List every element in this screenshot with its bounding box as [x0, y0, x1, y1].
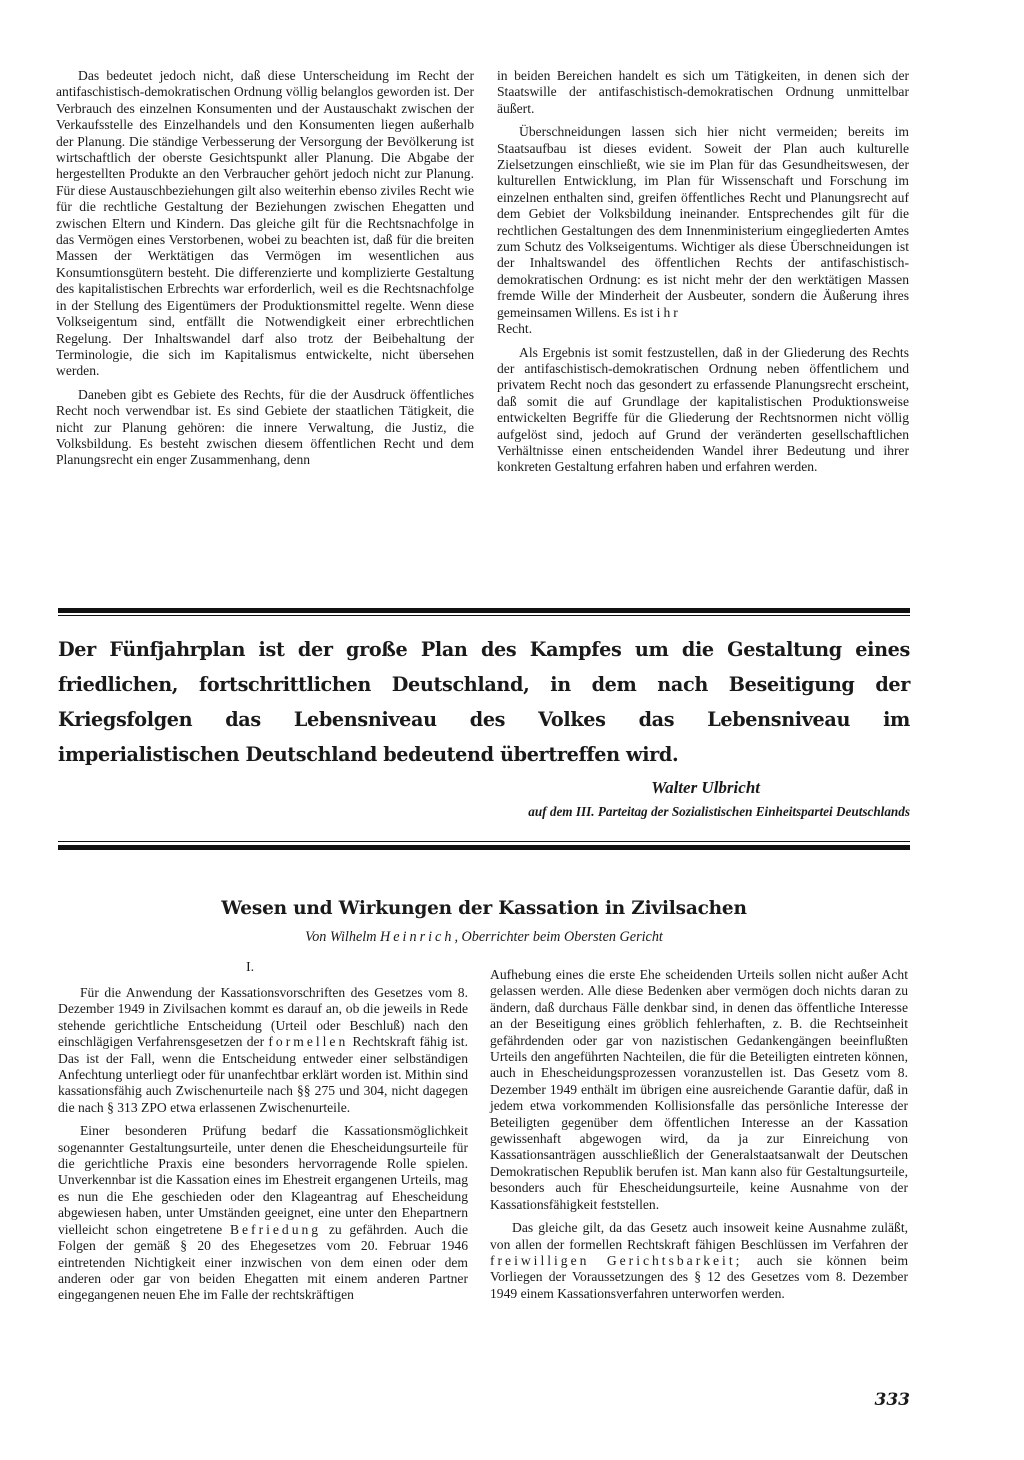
bottom-right-column — [490, 967, 908, 1309]
paragraph: in beiden Bereichen handelt es sich um Tätigkeiten, in denen sich der Staatswille der antifaschistisch-demokratischen Ordnung unmittelbar äußert. — [497, 68, 909, 116]
quote-block — [58, 632, 910, 820]
paragraph-text: Einer besonderen Prüfung bedarf die Kassationsmöglichkeit sogenannter Gestaltungsurteile, unter denen die Ehescheidungsurteile für die gerichtliche Praxis eine besonders hervorragende Rolle spielen. Unverkennbar ist die Kassation eines im Ehestreit ergangenen Urteils, mag es nun die Ehe geschieden oder den Klageantrag auf Ehescheidung abgewiesen haben, unter Umständen geeignet, eine unter den Ehepartnern vielleicht schon eingetretene — [58, 1123, 468, 1237]
divider-rule — [58, 608, 910, 613]
spaced-word: freiwilligen Gerichtsbarkeit; — [490, 1252, 743, 1268]
top-right-column — [497, 68, 909, 483]
paragraph-text: Rechtskraft fähig ist. Das ist der Fall, wenn die Entscheidung entweder einer selbständigen Anfechtung unterliegt oder für unanfechtbar erklärt worden ist. Mithin sind kassationsfähig auch Zwischenurteile nach §§ 275 und 304, nicht dagegen die nach § 313 ZPO etwa erlassenen Zwischenurteile. — [58, 1034, 468, 1115]
divider-rule — [58, 845, 910, 850]
paragraph — [497, 124, 909, 337]
paragraph: Aufhebung eines die erste Ehe scheidenden Urteils sollen nicht außer Acht gelassen werden. Alle diese Bedenken aber vermögen doch nichts daran zu ändern, daß durchaus Fälle denkbar sind, in denen das öffentliche Interesse an der Beseitigung eines gröblich fehlerhaften, z. B. die Rechtseinheit gefährdenden oder gar von nazistischen Gedankengängen beeinflußten Urteils den angeführten Nachteilen, die für die Beteiligten eintreten können, auch in Ehescheidungsprozessen voranzustellen ist. Das Gesetz vom 8. Dezember 1949 enthält im übrigen eine ausreichende Garantie dafür, daß in jedem etwa vorkommenden Kollisionsfalle das persönliche Interesse der Beteiligten gegenüber dem öffentlichen Interesse an der Kassation gewissenhaft abgewogen wird, da ja zur Einreichung von Kassationsanträgen ausschließlich der Generalstaatsanwalt der Deutschen Demokratischen Republik berufen ist. Man kann also für Gestaltungsurteile, besonders auch für Ehescheidungsurteile, keine Ausnahme von der Kassationsfähigkeit feststellen. — [490, 967, 908, 1212]
byline-suffix: , Oberrichter beim Obersten Gericht — [454, 929, 663, 945]
paragraph: Als Ergebnis ist somit festzustellen, daß in der Gliederung des Rechts der antifaschistisch-demokratischen Ordnung neben öffentlichem und privatem Recht noch das gesondert zu erfassende Planungsrecht erscheint, daß somit die auf Grundlage der kapitalistischen Produktionsweise entwickelten Begriffe für die Gliederung der Rechtsnormen nicht völlig aufgelöst sind, jedoch auf Grund der veränderten gesellschaftlichen Verhältnisse einen entscheidenden Wandel ihrer Bedeutung und ihrer konkreten Gestaltung erfahren haben und erfahren werden. — [497, 344, 909, 475]
page-number: 333 — [874, 1390, 910, 1410]
byline-prefix: Von Wilhelm — [305, 929, 377, 945]
quote-author: Walter Ulbricht — [651, 778, 760, 797]
paragraph-text: Überschneidungen lassen sich hier nicht vermeiden; bereits im Staatsaufbau ist dieses evident. Soweit der Plan auch kulturelle Zielsetzungen einschließt, wie sie im Plan für das Gesundheitswesen, der kulturellen Entwicklung, im Plan für Wissenschaft und Forschung im einzelnen enthalten sind, greifen öffentliches Recht und Planungsrecht auf dem Gebiet der Volksbildung ineinander. Entsprechendes gilt für die rechtlichen Gestaltungen des dem Innenministerium eingegliederten Amtes zum Schutz des Volkseigentums. Wichtiger als diese Überschneidungen ist der Inhaltswandel des öffentlichen Rechts der antifaschistisch-demokratischen Ordnung: es ist nicht mehr der den werktätigen Massen fremde Wille der Minderheit der Ausbeuter, sondern die Äußerung ihres gemeinsamen Willens. Es ist — [497, 124, 909, 320]
spaced-word: formellen — [268, 1034, 349, 1050]
paragraph-end: Recht. — [497, 321, 533, 337]
quote-text: Der Fünfjahrplan ist der große Plan des Kampfes um die Gestaltung eines friedlichen, fortschrittlichen Deutschland, in dem nach Beseitigung der Kriegsfolgen das Lebensniveau des Volkes das Lebensniveau im imperialistischen Deutschland bedeutend übertreffen wird. — [58, 638, 910, 766]
divider-rule — [58, 615, 910, 616]
article-title: Wesen und Wirkungen der Kassation in Zivilsachen — [221, 898, 747, 919]
paragraph — [58, 1123, 468, 1303]
paragraph — [490, 1220, 908, 1302]
section-number: I. — [246, 960, 255, 975]
top-left-column — [56, 68, 474, 476]
paragraph: Daneben gibt es Gebiete des Rechts, für die der Ausdruck öffentliches Recht noch verwendbar ist. Es sind Gebiete der staatlichen Tätigkeit, die nicht zur Planung gehören: die innere Verwaltung, die Justiz, die Volksbildung. Es besteht zwischen diesem öffentlichen Recht und dem Planungsrecht ein enger Zusammenhang, denn — [56, 386, 474, 468]
paragraph-text: zu gefährden. Auch die Folgen der gemäß § 20 des Ehegesetzes vom 20. Februar 1946 eintretenden Nichtigkeit einer inzwischen von dem einen oder dem anderen oder gar von beiden Ehegatten mit einem anderen Partner eingegangenen neuen Ehe im Falle der rechtskräftigen — [58, 1221, 468, 1303]
spaced-word: Befriedung — [229, 1221, 322, 1237]
paragraph: Das bedeutet jedoch nicht, daß diese Unterscheidung im Recht der antifaschistisch-demokratischen Ordnung völlig belanglos geworden ist. Der Verbrauch des einzelnen Konsumenten und der Austauschakt zwischen der Verkaufsstelle des Einzelhandels und den Konsumenten liegen außerhalb der Planung. Die ständige Verbesserung der Versorgung der Bevölkerung ist wirtschaftlich der oberste Gesichtspunkt aller Planung. Die Abgabe der hergestellten Produkte an den Verbraucher gehört jedoch nicht zur Planung. Für diese Austauschbeziehungen gilt also weiterhin ebenso ziviles Recht wie für die rechtliche Gestaltung der Beziehungen zwischen Ehegatten und zwischen Eltern und Kindern. Das gleiche gilt für die Rechtsnachfolge in das Vermögen eines Verstorbenen, wobei zu beachten ist, daß für die breiten Massen der Werktätigen das Vermögen im wesentlichen aus Konsumtionsgütern besteht. Die differenzierte und komplizierte Gestaltung des kapitalistischen Erbrechts war erforderlich, weil es die Rechtsnachfolge in der Stellung des Eigentümers der Produktionsmittel regelte. Wenn diese Volkseigentum sind, entfällt die Notwendigkeit einer erbrechtlichen Regelung. Der Inhaltswandel darf also trotz der Beibehaltung der Terminologie, die sich im Kapitalismus entwickelte, nicht übersehen werden. — [56, 68, 474, 379]
spaced-word: ihr — [656, 304, 681, 320]
quote-source: auf dem III. Parteitag der Sozialistischen Einheitspartei Deutschlands — [528, 804, 910, 819]
paragraph-text: auch sie können beim Vorliegen der Voraussetzungen des § 12 des Gesetzes vom 8. Dezember 1949 einem Kassationsverfahren unterworfen werden. — [490, 1252, 909, 1301]
paragraph-text: Das gleiche gilt, da das Gesetz auch insoweit keine Ausnahme zuläßt, von allen der formellen Rechtskraft fähigen Beschlüssen im Verfahren der — [490, 1220, 908, 1252]
article-byline — [58, 929, 910, 946]
paragraph-text: Für die Anwendung der Kassationsvorschriften des Gesetzes vom 8. Dezember 1949 in Zivilsachen kommt es darauf an, ob die jeweils in Rede stehende gerichtliche Entscheidung (Urteil oder Beschluß) nach den einschlägigen Verfahrensgesetzen der — [58, 985, 468, 1050]
divider-rule — [58, 841, 910, 842]
paragraph — [58, 985, 468, 1116]
bottom-left-column — [58, 985, 468, 1311]
author-name: Heinrich — [380, 929, 455, 945]
